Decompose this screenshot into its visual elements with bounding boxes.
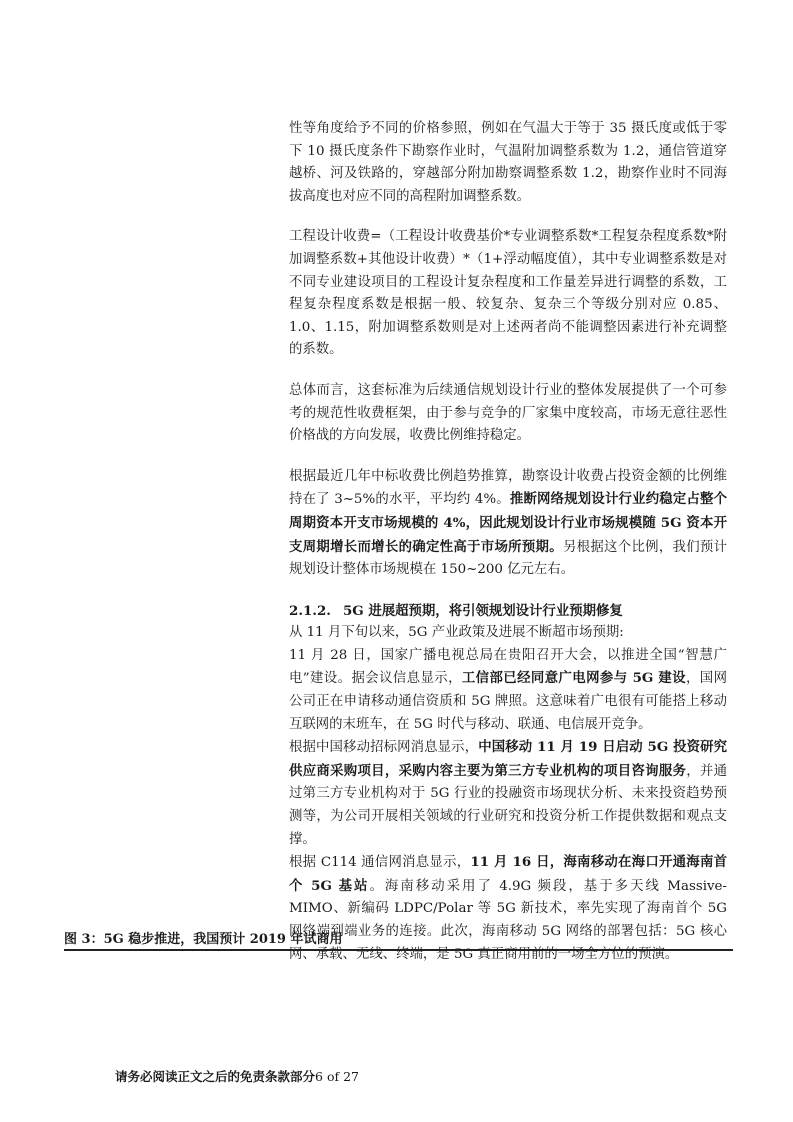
- news-hainan-text-a: 根据 C114 通信网消息显示，: [289, 855, 471, 871]
- paragraph-survey-pricing: 性等角度给予不同的价格参照，例如在气温大于等于 35 摄氏度或低于零下 10 摄氏度条件下勘察作业时，气温附加调整系数为 1.2，通信管道穿越桥、河及铁路的，穿越部分附加勘察调整系数 1.2，勘察作业时不同海拔高度也对应不同的高程附加调整系数。: [289, 121, 727, 204]
- market-size-bold: 推断网络规划设计行业约稳定占整个周期资本开支市场规模的 4%，因此规划设计行业市场规模随 5G 资本开支周期增长而增长的确定性高于市场所预期。: [289, 491, 727, 555]
- news-hainan-text-c: 。海南移动采用了 4.9G 频段，基于多天线 Massive-MIMO、新编码 LDPC/Polar 等 5G 新技术，率先实现了海南首个 5G 网络端到端业务的连接。此次，海南移动 5G 网络的部署包括：5G 核心网、承载、无线、终端，是 5G 真正商用前的一场全方位的预演。: [289, 878, 728, 962]
- news-mobile-bold: 中国移动 11 月 19 日启动 5G 投资研究供应商采购项目，采购内容主要为第三方专业机构的项目咨询服务: [289, 739, 728, 779]
- figure-divider: [64, 949, 733, 951]
- section-title: 5G 进展超预期，将引领规划设计行业预期修复: [342, 602, 623, 619]
- news-broadcast-text-c: ，国网公司正在申请移动通信资质和 5G 牌照。这意味着广电很有可能搭上移动互联网的末班车，在 5G 时代与移动、联通、电信展开竞争。: [289, 671, 727, 732]
- market-size-text-c: 另根据这个比例，我们预计规划设计整体市场规模在 150~200 亿元左右。: [289, 539, 728, 578]
- page-footer: [115, 1067, 359, 1085]
- news-mobile-text-a: 根据中国移动招标网消息显示，: [289, 740, 479, 756]
- paragraph-market-size: [289, 466, 727, 582]
- figure-caption: 图 3：5G 稳步推进，我国预计 2019 年试商用: [64, 932, 343, 947]
- news-broadcast-text-a: 11 月 28 日，国家广播电视总局在贵阳召开大会，以推进全国“智慧广电”建设。据会议信息显示，: [289, 647, 727, 687]
- intro-line: 从 11 月下旬以来，5G 产业政策及进展不断超市场预期:: [289, 625, 624, 641]
- footer-disclaimer: 请务必阅读正文之后的免责条款部分: [115, 1069, 316, 1084]
- paragraph-design-fee-formula: 工程设计收费=（工程设计收费基价*专业调整系数*工程复杂程度系数*附加调整系数+其他设计收费）*（1+浮动幅度值），其中专业调整系数是对不同专业建设项目的工程设计复杂程度和工作量差异进行调整的系数，工程复杂程度系数是根据一般、较复杂、复杂三个等级分别对应 0.85、1.0、1.15，附加调整系数则是对上述两者尚不能调整因素进行补充调整的系数。: [289, 229, 727, 358]
- main-text-column: [289, 118, 727, 966]
- news-item-broadcast: [289, 645, 727, 736]
- section-number: 2.1.2.: [289, 602, 331, 619]
- news-mobile-text-c: ，并通过第三方专业机构对于 5G 行业的投融资市场现状分析、未来投资趋势预测等，为公司开展相关领域的行业研究和投资分析工作提供数据和观点支撑。: [289, 763, 728, 847]
- news-broadcast-bold: 工信部已经同意广电网参与 5G 建设: [461, 670, 686, 687]
- news-item-china-mobile: [289, 736, 727, 851]
- page-number: 6 of 27: [315, 1069, 359, 1084]
- paragraph-summary: 总体而言，这套标准为后续通信规划设计行业的整体发展提供了一个可参考的规范性收费框架，由于参与竞争的厂家集中度较高，市场无意往恶性价格战的方向发展，收费比例维持稳定。: [289, 382, 727, 444]
- section-heading: [289, 600, 727, 623]
- news-hainan-bold: 11 月 16 日，海南移动在海口开通海南首个 5G 基站: [289, 854, 727, 894]
- market-size-text-a: 根据最近几年中标收费比例趋势推算，勘察设计收费占投资金额的比例维持在了 3~5%的水平，平均约 4%。: [289, 468, 727, 508]
